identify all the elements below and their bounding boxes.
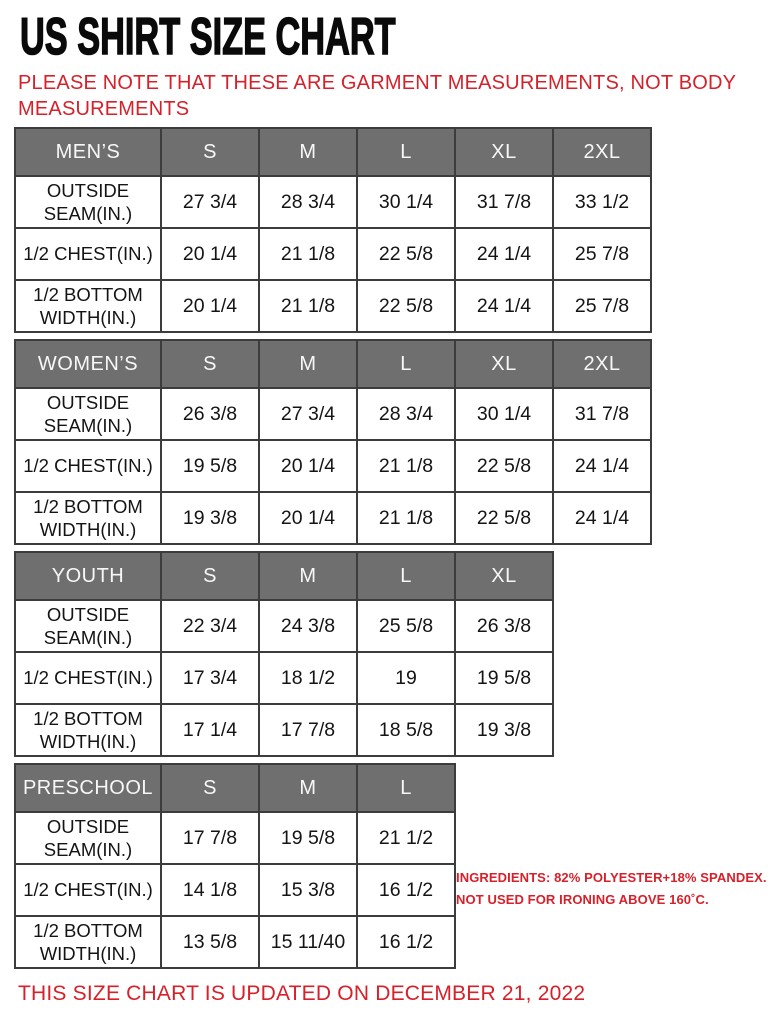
size-header-cell: M <box>259 128 357 176</box>
size-value-cell: 21 1/8 <box>259 280 357 332</box>
measurement-label-cell: OUTSIDE SEAM(IN.) <box>15 600 161 652</box>
size-header-cell: S <box>161 340 259 388</box>
size-value-cell: 20 1/4 <box>161 228 259 280</box>
ingredients-line-1: INGREDIENTS: 82% POLYESTER+18% SPANDEX. <box>456 870 767 885</box>
measurement-row <box>15 228 651 280</box>
measurement-row <box>15 388 651 440</box>
size-value-cell: 16 1/2 <box>357 916 455 968</box>
measurement-row <box>15 492 651 544</box>
measurement-label-cell: 1/2 CHEST(IN.) <box>15 440 161 492</box>
size-value-cell: 22 5/8 <box>455 492 553 544</box>
measurement-row <box>15 280 651 332</box>
size-value-cell: 24 1/4 <box>455 228 553 280</box>
size-value-cell: 30 1/4 <box>357 176 455 228</box>
size-header-cell: S <box>161 128 259 176</box>
size-value-cell: 24 1/4 <box>553 492 651 544</box>
size-table-youth <box>14 551 554 757</box>
size-header-cell: M <box>259 340 357 388</box>
measurement-label-cell: 1/2 BOTTOM WIDTH(IN.) <box>15 280 161 332</box>
size-value-cell: 19 5/8 <box>259 812 357 864</box>
measurement-label-cell: 1/2 CHEST(IN.) <box>15 228 161 280</box>
size-value-cell: 18 1/2 <box>259 652 357 704</box>
size-value-cell: 19 5/8 <box>161 440 259 492</box>
size-value-cell: 28 3/4 <box>259 176 357 228</box>
measurement-label-cell: 1/2 BOTTOM WIDTH(IN.) <box>15 492 161 544</box>
measurement-label-cell: 1/2 CHEST(IN.) <box>15 652 161 704</box>
size-value-cell: 17 7/8 <box>161 812 259 864</box>
group-header-cell: PRESCHOOL <box>15 764 161 812</box>
size-value-cell: 22 5/8 <box>357 228 455 280</box>
size-value-cell: 17 1/4 <box>161 704 259 756</box>
size-table-preschool-wrap <box>14 763 456 969</box>
size-value-cell: 20 1/4 <box>259 440 357 492</box>
size-value-cell: 25 5/8 <box>357 600 455 652</box>
size-header-cell: S <box>161 552 259 600</box>
size-table-womens <box>14 339 652 545</box>
size-value-cell: 27 3/4 <box>161 176 259 228</box>
size-value-cell: 13 5/8 <box>161 916 259 968</box>
table-header-row <box>15 764 455 812</box>
size-value-cell: 18 5/8 <box>357 704 455 756</box>
size-value-cell: 22 5/8 <box>455 440 553 492</box>
group-header-cell: MEN’S <box>15 128 161 176</box>
garment-note-line-1: PLEASE NOTE THAT THESE ARE GARMENT MEASUREMENTS, NOT BODY <box>18 72 737 94</box>
measurement-label-cell: OUTSIDE SEAM(IN.) <box>15 812 161 864</box>
size-value-cell: 19 <box>357 652 455 704</box>
size-header-cell: L <box>357 764 455 812</box>
size-value-cell: 21 1/8 <box>357 440 455 492</box>
table-header-row <box>15 340 651 388</box>
size-header-cell: 2XL <box>553 128 651 176</box>
measurement-row <box>15 176 651 228</box>
size-value-cell: 21 1/8 <box>259 228 357 280</box>
measurement-label-cell: OUTSIDE SEAM(IN.) <box>15 388 161 440</box>
table-header-row <box>15 552 553 600</box>
measurement-label-cell: 1/2 CHEST(IN.) <box>15 864 161 916</box>
size-header-cell: XL <box>455 340 553 388</box>
size-header-cell: XL <box>455 552 553 600</box>
size-value-cell: 27 3/4 <box>259 388 357 440</box>
size-value-cell: 25 7/8 <box>553 280 651 332</box>
size-value-cell: 19 3/8 <box>161 492 259 544</box>
size-value-cell: 24 1/4 <box>455 280 553 332</box>
size-header-cell: L <box>357 128 455 176</box>
size-table-mens-wrap <box>14 127 652 333</box>
size-header-cell: 2XL <box>553 340 651 388</box>
measurement-row <box>15 812 455 864</box>
size-header-cell: L <box>357 340 455 388</box>
chart-updated-note: THIS SIZE CHART IS UPDATED ON DECEMBER 21, 2022 <box>18 982 586 1005</box>
size-value-cell: 19 5/8 <box>455 652 553 704</box>
size-header-cell: L <box>357 552 455 600</box>
size-tables-region <box>14 127 760 977</box>
ingredients-line-2: NOT USED FOR IRONING ABOVE 160˚C. <box>456 892 709 907</box>
size-table-womens-wrap <box>14 339 652 545</box>
size-value-cell: 31 7/8 <box>455 176 553 228</box>
group-header-cell: YOUTH <box>15 552 161 600</box>
size-value-cell: 22 5/8 <box>357 280 455 332</box>
size-value-cell: 33 1/2 <box>553 176 651 228</box>
size-value-cell: 25 7/8 <box>553 228 651 280</box>
size-header-cell: S <box>161 764 259 812</box>
size-table-youth-wrap <box>14 551 554 757</box>
size-value-cell: 19 3/8 <box>455 704 553 756</box>
size-value-cell: 17 3/4 <box>161 652 259 704</box>
size-header-cell: M <box>259 764 357 812</box>
size-value-cell: 21 1/8 <box>357 492 455 544</box>
garment-note-line-2: MEASUREMENTS <box>18 98 190 120</box>
size-value-cell: 24 3/8 <box>259 600 357 652</box>
size-value-cell: 17 7/8 <box>259 704 357 756</box>
measurement-label-cell: OUTSIDE SEAM(IN.) <box>15 176 161 228</box>
ingredients-note <box>456 867 767 911</box>
size-value-cell: 22 3/4 <box>161 600 259 652</box>
measurement-row <box>15 916 455 968</box>
size-value-cell: 31 7/8 <box>553 388 651 440</box>
size-value-cell: 20 1/4 <box>259 492 357 544</box>
measurement-row <box>15 704 553 756</box>
page-title: US SHIRT SIZE CHART <box>20 8 396 66</box>
measurement-row <box>15 864 455 916</box>
group-header-cell: WOMEN’S <box>15 340 161 388</box>
size-table-preschool <box>14 763 456 969</box>
size-value-cell: 24 1/4 <box>553 440 651 492</box>
size-value-cell: 14 1/8 <box>161 864 259 916</box>
table-header-row <box>15 128 651 176</box>
size-header-cell: M <box>259 552 357 600</box>
size-value-cell: 28 3/4 <box>357 388 455 440</box>
size-value-cell: 15 11/40 <box>259 916 357 968</box>
size-value-cell: 20 1/4 <box>161 280 259 332</box>
measurement-row <box>15 600 553 652</box>
size-value-cell: 15 3/8 <box>259 864 357 916</box>
size-value-cell: 16 1/2 <box>357 864 455 916</box>
garment-measurement-note <box>18 70 736 122</box>
measurement-label-cell: 1/2 BOTTOM WIDTH(IN.) <box>15 704 161 756</box>
size-value-cell: 30 1/4 <box>455 388 553 440</box>
measurement-label-cell: 1/2 BOTTOM WIDTH(IN.) <box>15 916 161 968</box>
measurement-row <box>15 440 651 492</box>
size-value-cell: 21 1/2 <box>357 812 455 864</box>
size-value-cell: 26 3/8 <box>455 600 553 652</box>
size-header-cell: XL <box>455 128 553 176</box>
measurement-row <box>15 652 553 704</box>
size-value-cell: 26 3/8 <box>161 388 259 440</box>
size-table-mens <box>14 127 652 333</box>
